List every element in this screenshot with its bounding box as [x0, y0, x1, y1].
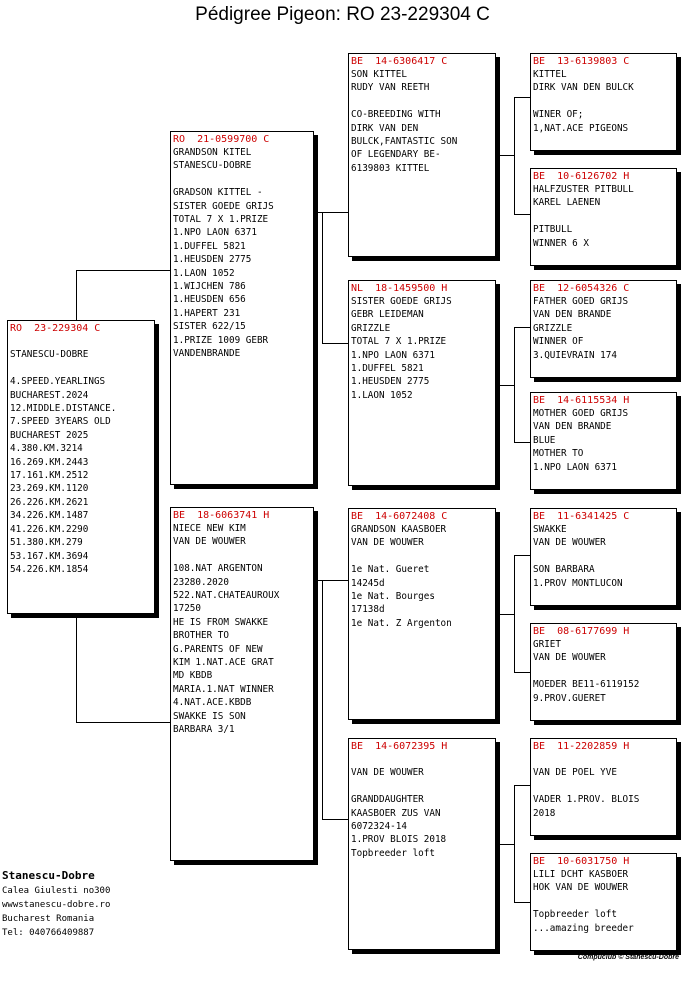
pigeon-info-line: 3.QUIEVRAIN 174 — [533, 349, 617, 361]
ring-number: BE 14-6115534 H — [533, 395, 630, 406]
connector — [76, 614, 77, 722]
connector — [314, 212, 348, 213]
connector — [322, 212, 323, 343]
pigeon-info-line: SISTER GOEDE GRIJS — [351, 296, 452, 307]
pigeon-info-line: 17138d — [351, 604, 385, 616]
connector — [514, 555, 515, 672]
connector — [76, 270, 170, 271]
connector — [76, 722, 170, 723]
pigeon-info-line: 54.226.KM.1854 — [10, 563, 89, 575]
pigeon-card-sd[interactable] — [348, 280, 496, 486]
pigeon-info-line: 1.LAON 1052 — [351, 389, 413, 401]
pigeon-info-line: 23280.2020 — [173, 576, 229, 588]
pigeon-info-line: BROTHER TO — [173, 630, 229, 642]
pigeon-info-line: 17.161.KM.2512 — [10, 470, 89, 482]
pigeon-info-line: 1.LAON 1052 — [173, 267, 235, 279]
pigeon-info-line: DIRK VAN DEN — [351, 122, 419, 134]
pigeon-info-line: 1.PROV MONTLUCON — [533, 577, 623, 589]
pigeon-info-line: BUCHAREST 2025 — [10, 429, 89, 441]
pigeon-info-line: 6072324-14 — [351, 821, 407, 833]
pigeon-info-line — [533, 665, 674, 678]
pigeon-info-line: 1,NAT.ACE PIGEONS — [533, 122, 629, 134]
pigeon-info-line: 17250 — [173, 603, 201, 615]
connector — [514, 785, 530, 786]
pigeon-info-line: LILI DCHT KASBOER — [533, 869, 629, 880]
pigeon-info-line — [351, 753, 493, 766]
pigeon-info-line — [173, 173, 311, 186]
pigeon-info-line: STANESCU-DOBRE — [173, 160, 252, 172]
pigeon-info-line: 1e Nat. Bourges — [351, 591, 435, 603]
pigeon-info-line: 26.226.KM.2621 — [10, 496, 89, 508]
ring-number: BE 14-6072395 H — [351, 741, 448, 752]
pigeon-info-line — [351, 550, 493, 563]
pigeon-info-line: 6139803 KITTEL — [351, 162, 430, 174]
pigeon-info-line: MOTHER GOED GRIJS — [533, 408, 629, 419]
pigeon-info-line: WINER OF; — [533, 109, 584, 121]
ring-number: BE 10-6126702 H — [533, 171, 630, 182]
ring-number: BE 12-6054326 C — [533, 283, 630, 294]
pigeon-info-line: BLUE — [533, 434, 556, 446]
pigeon-info-line: GEBR LEIDEMAN — [351, 309, 424, 321]
pigeon-info-line: 1.DUFFEL 5821 — [351, 363, 424, 375]
pigeon-card-sdd[interactable] — [530, 392, 677, 490]
pigeon-info-line: 16.269.KM.2443 — [10, 456, 89, 468]
pigeon-info-line: 53.167.KM.3694 — [10, 550, 89, 562]
pigeon-info-line: BARBARA 3/1 — [173, 724, 235, 736]
pigeon-info-line — [351, 95, 493, 108]
pigeon-card-ddd[interactable] — [530, 853, 677, 951]
pigeon-info-line: CO-BREEDING WITH — [351, 109, 441, 121]
pigeon-info-line: SWAKKE IS SON — [173, 710, 246, 722]
ring-number: BE 10-6031750 H — [533, 856, 630, 867]
pigeon-info-line — [533, 210, 674, 223]
pigeon-info-line: KAREL LAENEN — [533, 197, 601, 209]
connector — [514, 442, 530, 443]
pigeon-info-line: 41.226.KM.2290 — [10, 523, 89, 535]
pigeon-info-line: SON KITTEL — [351, 69, 407, 80]
pigeon-info-line: SISTER GOEDE GRIJS — [173, 200, 274, 212]
pigeon-info-line: 34.226.KM.1487 — [10, 510, 89, 522]
ring-number: BE 13-6139803 C — [533, 56, 630, 67]
pigeon-info-line: 1e Nat. Gueret — [351, 564, 430, 576]
pigeon-info-line: 1e Nat. Z Argenton — [351, 617, 452, 629]
pigeon-info-line: GRADSON KITTEL - — [173, 187, 263, 199]
pigeon-card-ssd[interactable] — [530, 168, 677, 266]
pigeon-info-line: 108.NAT ARGENTON — [173, 563, 263, 575]
pigeon-info-line: SWAKKE — [533, 524, 567, 535]
connector — [514, 97, 515, 214]
pigeon-info-line: GRIZZLE — [533, 322, 573, 334]
pigeon-info-line: GRANDSON KAASBOER — [351, 524, 447, 535]
pigeon-card-dam[interactable] — [170, 507, 314, 861]
pigeon-card-ss[interactable] — [348, 53, 496, 257]
page-title: Pédigree Pigeon: RO 23-229304 C — [195, 4, 490, 25]
pigeon-info-line: Topbreeder loft — [351, 847, 435, 859]
pigeon-info-line: BUCHAREST.2024 — [10, 389, 89, 401]
connector — [514, 902, 530, 903]
pigeon-info-line: 522.NAT.CHATEAUROUX — [173, 590, 280, 602]
connector — [76, 270, 77, 320]
pigeon-info-line: 1.PROV BLOIS 2018 — [351, 834, 447, 846]
ring-number: BE 11-6341425 C — [533, 511, 630, 522]
connector — [514, 97, 530, 98]
pigeon-info-line: 1.DUFFEL 5821 — [173, 240, 246, 252]
pigeon-info-line — [10, 362, 152, 375]
pigeon-info-line: MOTHER TO — [533, 448, 584, 460]
pigeon-info-line: OF LEGENDARY BE- — [351, 149, 441, 161]
pigeon-info-line: TOTAL 7 X 1.PRIZE — [173, 214, 269, 226]
pigeon-info-line: 1.NPO LAON 6371 — [533, 461, 617, 473]
ring-number: BE 18-6063741 H — [173, 510, 270, 521]
pigeon-info-line: FATHER GOED GRIJS — [533, 296, 629, 307]
connector — [514, 785, 515, 902]
pigeon-info-line: VAN DE WOUWER — [351, 537, 424, 549]
connector — [496, 385, 514, 386]
pigeon-info-line: 23.269.KM.1120 — [10, 483, 89, 495]
pigeon-info-line: NIECE NEW KIM — [173, 523, 246, 534]
pigeon-info-line: 1.WIJCHEN 786 — [173, 281, 246, 293]
pigeon-info-line: VAN DE POEL YVE — [533, 767, 617, 779]
pigeon-info-line: TOTAL 7 X 1.PRIZE — [351, 336, 447, 348]
connector — [496, 614, 514, 615]
pigeon-info-line — [173, 549, 311, 562]
connector — [314, 580, 348, 581]
connector — [322, 580, 323, 819]
pigeon-info-line: G.PARENTS OF NEW — [173, 643, 263, 655]
pigeon-info-line: HALFZUSTER PITBULL — [533, 184, 634, 195]
breeder-name: Stanescu-Dobre — [2, 869, 95, 882]
breeder-address-line: Bucharest Romania — [2, 914, 95, 924]
pigeon-info-line — [10, 335, 152, 348]
connector — [496, 844, 514, 845]
ring-number: BE 14-6072408 C — [351, 511, 448, 522]
pigeon-info-line: MD KBDB — [173, 670, 213, 682]
pigeon-info-line — [533, 550, 674, 563]
pigeon-info-line: 9.PROV.GUERET — [533, 692, 606, 704]
pigeon-info-line: SISTER 622/15 — [173, 321, 246, 333]
pigeon-info-line: HE IS FROM SWAKKE — [173, 616, 269, 628]
pigeon-card-sire[interactable] — [170, 131, 314, 485]
pigeon-info-line: WINNER OF — [533, 336, 584, 348]
pigeon-info-line — [351, 780, 493, 793]
pigeon-info-line: VAN DEN BRANDE — [533, 309, 612, 321]
pigeon-card-sss[interactable] — [530, 53, 677, 151]
pigeon-card-dss[interactable] — [530, 508, 677, 606]
pigeon-card-dsd[interactable] — [530, 623, 677, 721]
pigeon-info-line: 1.HEUSDEN 2775 — [173, 254, 252, 266]
pigeon-card-ds[interactable] — [348, 508, 496, 720]
breeder-info — [2, 868, 110, 940]
pigeon-info-line: 1.PRIZE 1009 GEBR — [173, 334, 269, 346]
pigeon-card-main[interactable] — [7, 320, 155, 614]
pigeon-info-line: KITTEL — [533, 69, 567, 80]
pigeon-info-line — [533, 895, 674, 908]
pigeon-info-line: 1.NPO LAON 6371 — [351, 349, 435, 361]
pigeon-info-line: VAN DE WOUWER — [533, 537, 606, 549]
connector — [514, 555, 530, 556]
connector — [514, 327, 530, 328]
ring-number: BE 14-6306417 C — [351, 56, 448, 67]
pigeon-info-line: VADER 1.PROV. BLOIS — [533, 794, 640, 806]
pigeon-info-line: 12.MIDDLE.DISTANCE. — [10, 403, 117, 415]
pigeon-info-line: VAN DEN BRANDE — [533, 421, 612, 433]
pigeon-info-line: MOEDER BE11-6119152 — [533, 679, 640, 691]
pigeon-info-line: WINNER 6 X — [533, 237, 589, 249]
pigeon-info-line: PITBULL — [533, 224, 573, 236]
pigeon-info-line: GRIZZLE — [351, 322, 391, 334]
connector — [514, 672, 530, 673]
pigeon-info-line: 4.NAT.ACE.KBDB — [173, 697, 252, 709]
connector — [322, 343, 348, 344]
pigeon-info-line: BULCK,FANTASTIC SON — [351, 136, 458, 148]
pigeon-info-line: GRANDDAUGHTER — [351, 794, 424, 806]
breeder-phone: Tel: 040766409887 — [2, 928, 95, 938]
pigeon-card-sds[interactable] — [530, 280, 677, 378]
connector — [514, 214, 530, 215]
pigeon-info-line: VAN DE WOUWER — [173, 536, 246, 548]
ring-number: NL 18-1459500 H — [351, 283, 448, 294]
pigeon-card-dd[interactable] — [348, 738, 496, 950]
ring-number: RO 21-0599700 C — [173, 134, 270, 145]
pigeon-info-line: KIM 1.NAT.ACE GRAT — [173, 657, 274, 669]
pigeon-info-line: 2018 — [533, 807, 556, 819]
pigeon-info-line: 1.HEUSDEN 656 — [173, 294, 246, 306]
connector — [496, 155, 514, 156]
connector — [322, 819, 348, 820]
pigeon-info-line: VAN DE WOUWER — [533, 652, 606, 664]
pigeon-info-line: RUDY VAN REETH — [351, 82, 430, 94]
pigeon-info-line: 1.HEUSDEN 2775 — [351, 376, 430, 388]
pigeon-info-line: 1.NPO LAON 6371 — [173, 227, 257, 239]
breeder-website[interactable]: wwwstanescu-dobre.ro — [2, 900, 111, 910]
ring-number: BE 11-2202859 H — [533, 741, 630, 752]
ring-number: RO 23-229304 C — [10, 323, 101, 334]
pigeon-info-line: 7.SPEED 3YEARS OLD — [10, 416, 111, 428]
pigeon-info-line: 4.380.KM.3214 — [10, 443, 83, 455]
pigeon-info-line: 1.HAPERT 231 — [173, 307, 241, 319]
pigeon-info-line: Topbreeder loft — [533, 909, 617, 921]
pigeon-card-dds[interactable] — [530, 738, 677, 836]
pigeon-info-line: HOK VAN DE WOUWER — [533, 882, 629, 894]
pigeon-info-line — [533, 780, 674, 793]
pigeon-info-line: SON BARBARA — [533, 564, 595, 576]
pigeon-info-line: 51.380.KM.279 — [10, 537, 83, 549]
pigeon-info-line: GRANDSON KITEL — [173, 147, 252, 158]
pigeon-info-line: 14245d — [351, 577, 385, 589]
pigeon-info-line: GRIET — [533, 639, 561, 650]
pigeon-info-line: VAN DE WOUWER — [351, 767, 424, 779]
pigeon-info-line: DIRK VAN DEN BULCK — [533, 82, 634, 94]
pigeon-info-line: STANESCU-DOBRE — [10, 349, 89, 361]
pigeon-info-line: MARIA.1.NAT WINNER — [173, 683, 274, 695]
software-credit: Compuclub © Stanescu-Dobre — [577, 954, 679, 961]
pigeon-info-line — [533, 95, 674, 108]
ring-number: BE 08-6177699 H — [533, 626, 630, 637]
pigeon-info-line: 4.SPEED.YEARLINGS — [10, 376, 106, 388]
connector — [514, 327, 515, 442]
breeder-address-line: Calea Giulesti no300 — [2, 886, 111, 896]
pigeon-info-line: KAASBOER ZUS VAN — [351, 807, 441, 819]
pigeon-info-line: ...amazing breeder — [533, 922, 634, 934]
pigeon-info-line — [533, 753, 674, 766]
pigeon-info-line: VANDENBRANDE — [173, 348, 241, 360]
